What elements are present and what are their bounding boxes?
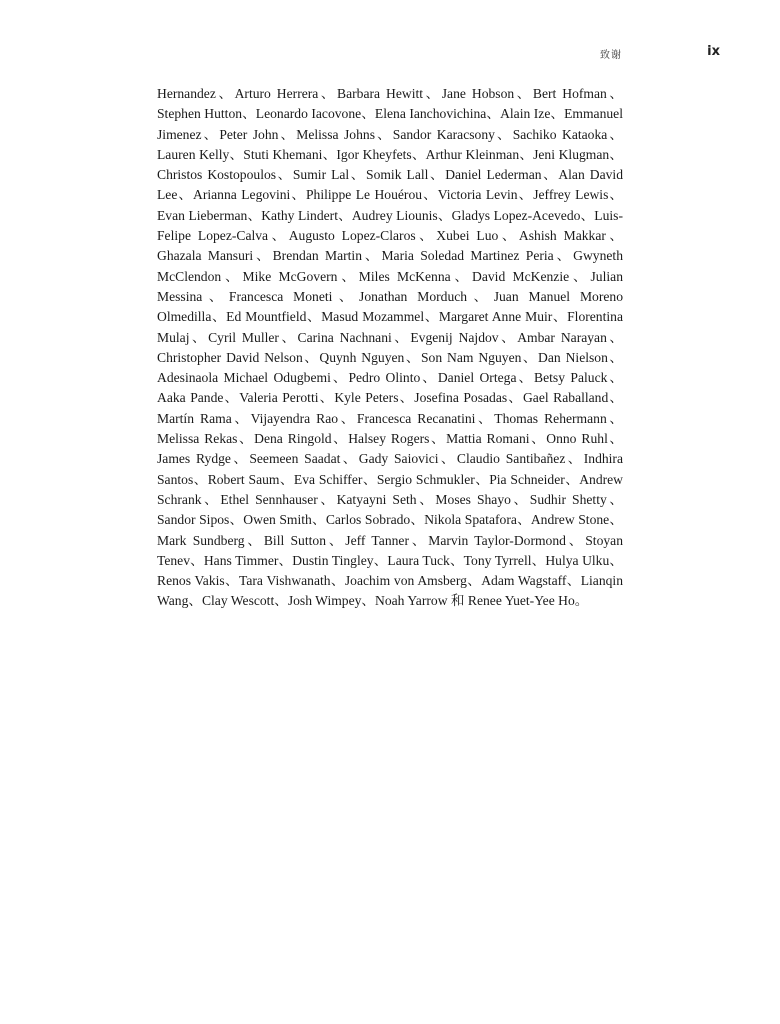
acknowledgments-paragraph: Hernandez、Arturo Herrera、Barbara Hewitt、Jane Hobson、Bert Hofman、Stephen Hutton、Leonardo Iacovone、Elena Ianchovichina、Alain Ize、Emmanuel Jimenez、Peter John、Melissa Johns、Sandor Karacsony、Sachiko Kataoka、Lauren Kelly、Stuti Khemani、Igor Kheyfets、Arthur Kleinman、Jeni Klugman、Christos Kostopoulos、Sumir Lal、Somik Lall、Daniel Lederman、Alan David Lee、Arianna Legovini、Philippe Le Houérou、Victoria Levin、Jeffrey Lewis、Evan Lieberman、Kathy Lindert、Audrey Liounis、Gladys Lopez-Acevedo、Luis-Felipe Lopez-Calva、Augusto Lopez-Claros、Xubei Luo、Ashish Makkar、Ghazala Mansuri、Brendan Martin、Maria Soledad Martinez Peria、Gwyneth McClendon、Mike McGovern、Miles McKenna、David McKenzie、Julian Messina、Francesca Moneti、Jonathan Morduch、Juan Manuel Moreno Olmedilla、Ed Mountfield、Masud Mozammel、Margaret Anne Muir、Florentina Mulaj、Cyril Muller、Carina Nachnani、Evgenij Najdov、Ambar Narayan、Christopher David Nelson、Quynh Nguyen、Son Nam Nguyen、Dan Nielson、Adesinaola Michael Odugbemi、Pedro Olinto、Daniel Ortega、Betsy Paluck、Aaka Pande、Valeria Perotti、Kyle Peters、Josefina Posadas、Gael Raballand、Martín Rama、Vijayendra Rao、Francesca Recanatini、Thomas Rehermann、Melissa Rekas、Dena Ringold、Halsey Rogers、Mattia Romani、Onno Ruhl、James Rydge、Seemeen Saadat、Gady Saiovici、Claudio Santibañez、Indhira Santos、Robert Saum、Eva Schiffer、Sergio Schmukler、Pia Schneider、Andrew Schrank、Ethel Sennhauser、Katyayni Seth、Moses Shayo、Sudhir Shetty、Sandor Sipos、Owen Smith、Carlos Sobrado、Nikola Spatafora、Andrew Stone、Mark Sundberg、Bill Sutton、Jeff Tanner、Marvin Taylor-Dormond、Stoyan Tenev、Hans Timmer、Dustin Tingley、Laura Tuck、Tony Tyrrell、Hulya Ulku、Renos Vakis、Tara Vishwanath、Joachim von Amsberg、Adam Wagstaff、Lianqin Wang、Clay Wescott、Josh Wimpey、Noah Yarrow 和 Renee Yuet-Yee Ho。 <box>157 86 623 609</box>
page-number: ix <box>707 44 720 59</box>
page-header <box>0 44 780 64</box>
running-head: 致谢 <box>600 50 622 61</box>
